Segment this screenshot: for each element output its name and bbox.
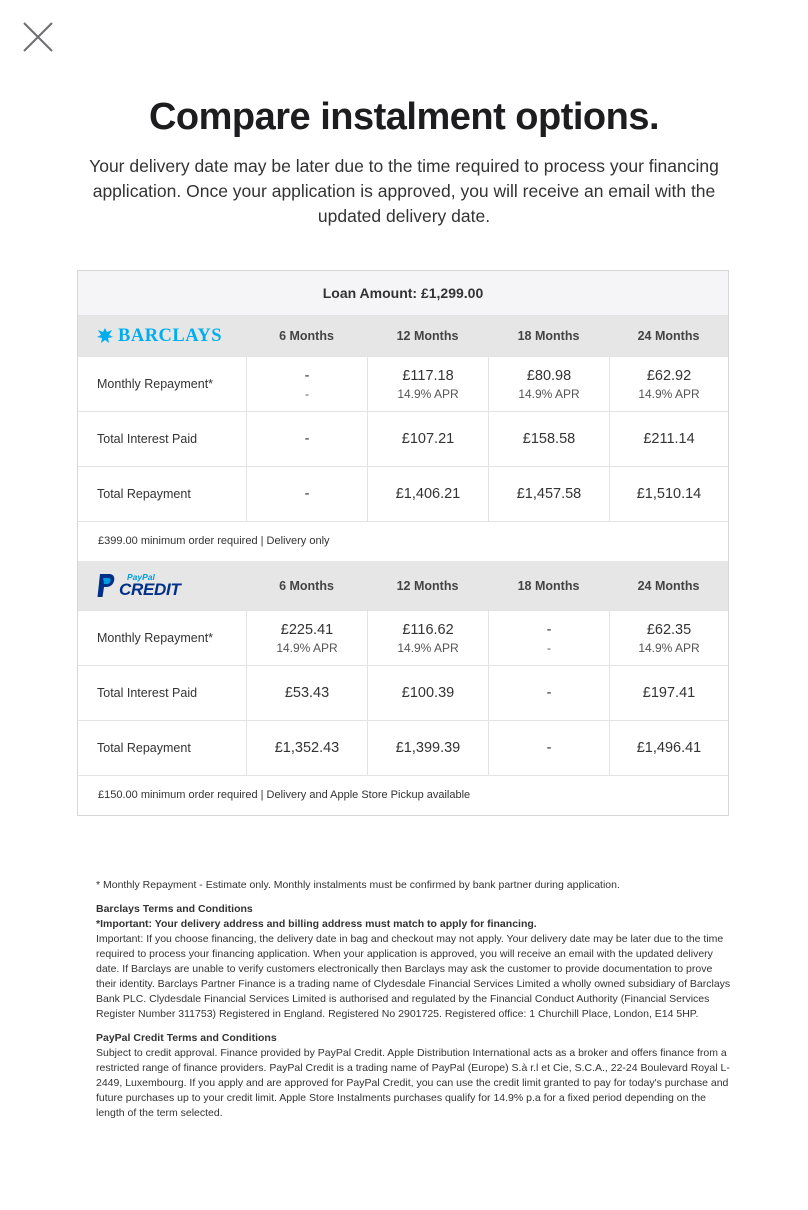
paypal-credit-logo [78, 561, 246, 610]
table-cell: £117.18 14.9% APR [367, 356, 488, 411]
paypal-logo-big-text: CREDIT [119, 580, 181, 600]
paypal-total-row [78, 720, 728, 775]
table-cell: - - [488, 610, 609, 665]
barclays-header-row [78, 316, 728, 356]
page-subtitle: Your delivery date may be later due to the time required to process your financing application. Once your application is approved, you will receive an email with the updated delivery date. [89, 156, 719, 226]
barclays-logo [78, 316, 246, 356]
table-cell: - - [246, 356, 367, 411]
row-label: Monthly Repayment* [78, 356, 246, 411]
table-cell: £107.21 [367, 411, 488, 466]
barclays-important-note: *Important: Your delivery address and billing address must match to apply for financing. [96, 918, 537, 930]
month-header: 6 Months [279, 329, 334, 343]
barclays-interest-row [78, 411, 728, 466]
barclays-terms-heading: Barclays Terms and Conditions [96, 903, 253, 915]
paypal-p-icon [96, 573, 116, 599]
close-button[interactable] [22, 21, 54, 53]
table-cell: £1,352.43 [246, 720, 367, 775]
table-cell: - [246, 411, 367, 466]
row-label: Total Interest Paid [78, 411, 246, 466]
table-cell: £1,496.41 [609, 720, 728, 775]
table-cell: £225.41 14.9% APR [246, 610, 367, 665]
month-header: 12 Months [396, 578, 459, 593]
row-label: Total Repayment [78, 466, 246, 521]
close-icon[interactable] [22, 21, 54, 53]
paypal-interest-row [78, 665, 728, 720]
barclays-note: £399.00 minimum order required | Delivery only [78, 521, 728, 561]
barclays-monthly-row [78, 356, 728, 411]
table-cell: £1,457.58 [488, 466, 609, 521]
table-cell: £62.35 14.9% APR [609, 610, 728, 665]
table-cell: £1,406.21 [367, 466, 488, 521]
month-header: 24 Months [637, 329, 700, 343]
month-header: 24 Months [637, 578, 700, 593]
barclays-total-row [78, 466, 728, 521]
loan-amount: Loan Amount: £1,299.00 [78, 271, 728, 316]
table-cell: £53.43 [246, 665, 367, 720]
table-cell: £1,510.14 [609, 466, 728, 521]
month-header: 18 Months [517, 329, 580, 343]
table-cell: £62.92 14.9% APR [609, 356, 728, 411]
barclays-terms-body: Important: If you choose financing, the delivery date in bag and checkout may not apply. Your delivery date may be later due to the time required to process your financing application. When your application is approved, you will receive an email with the updated delivery date. If Barclays are unable to verify customers electronically then Barclays may ask the customer to provide documentation to prove their identity. Barclays Partner Finance is a trading name of Clydesdale Financial Services Limited a wholly owned subsidiary of Barclays Bank PLC. Clydesdale Financial Services Limited is authorised and regulated by the Financial Conduct Authority (Financial Services Register Number 311753) Registered in England. Registered No 2901725. Registered office: 1 Churchill Place, London, E14 5HP. [96, 933, 731, 1020]
page-title: Compare instalment options. [148, 96, 660, 138]
table-cell: £158.58 [488, 411, 609, 466]
table-cell: £100.39 [367, 665, 488, 720]
monthly-repayment-note: * Monthly Repayment - Estimate only. Monthly instalments must be confirmed by bank partner during application. [96, 879, 620, 891]
paypal-logo-small-text: PayPal [127, 571, 155, 582]
row-label: Monthly Repayment* [78, 610, 246, 665]
table-cell: - [246, 466, 367, 521]
paypal-note: £150.00 minimum order required | Delivery and Apple Store Pickup available [78, 775, 728, 815]
month-header: 18 Months [517, 578, 580, 593]
row-label: Total Repayment [78, 720, 246, 775]
paypal-terms-body: Subject to credit approval. Finance provided by PayPal Credit. Apple Distribution International acts as a broker and offers finance from a restricted range of finance providers. PayPal Credit is a trading name of PayPal (Europe) S.à r.l et Cie, S.C.A., 22-24 Boulevard Royal L-2449, Luxembourg. If you apply and are approved for PayPal Credit, you can use the credit limit granted to pay for today's purchase and future purchases up to your credit limit. Apple Store Instalments purchases qualify for 14.9% p.a for a fixed period depending on the length of the term selected. [96, 1047, 730, 1119]
barclays-logo-text: BARCLAYS [118, 325, 223, 346]
table-cell: - [488, 720, 609, 775]
table-cell: £211.14 [609, 411, 728, 466]
table-cell: £1,399.39 [367, 720, 488, 775]
comparison-table [77, 270, 729, 816]
paypal-monthly-row [78, 610, 728, 665]
row-label: Total Interest Paid [78, 665, 246, 720]
table-cell: - [488, 665, 609, 720]
footnotes [96, 878, 732, 1121]
month-header: 6 Months [279, 578, 334, 593]
paypal-terms-heading: PayPal Credit Terms and Conditions [96, 1032, 277, 1044]
barclays-eagle-icon [96, 327, 114, 345]
table-cell: £197.41 [609, 665, 728, 720]
table-cell: £116.62 14.9% APR [367, 610, 488, 665]
paypal-header-row [78, 561, 728, 610]
month-header: 12 Months [396, 329, 459, 343]
table-cell: £80.98 14.9% APR [488, 356, 609, 411]
